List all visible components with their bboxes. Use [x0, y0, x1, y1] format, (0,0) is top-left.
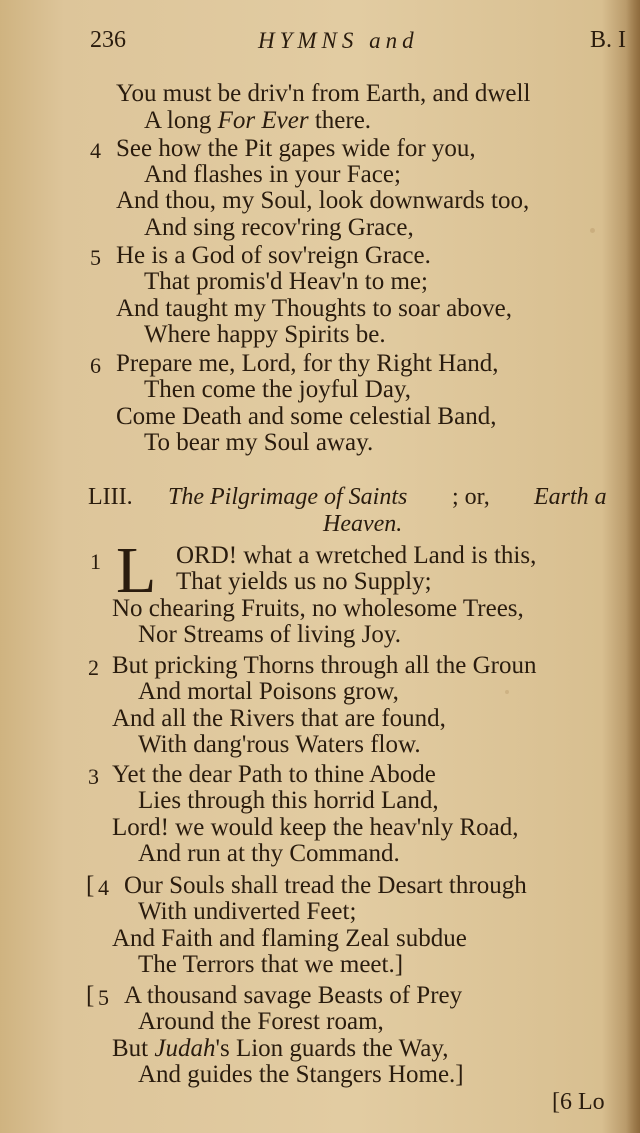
hymn-number: LIII. — [88, 484, 133, 510]
verse-line: And mortal Poisons grow, — [138, 678, 399, 705]
verse-number: 5 — [98, 985, 109, 1010]
verse-line: And flashes in your Face; — [144, 161, 401, 188]
verse-line: See how the Pit gapes wide for you, — [116, 135, 476, 162]
verse-line: Come Death and some celestial Band, — [116, 403, 497, 430]
verse-line: No chearing Fruits, no wholesome Trees, — [112, 595, 524, 622]
page-number: 236 — [90, 27, 126, 53]
verse-line: To bear my Soul away. — [144, 429, 374, 456]
verse-line: The Terrors that we meet.] — [138, 951, 404, 978]
verse-line: With undiverted Feet; — [138, 898, 357, 925]
verse-line: That promis'd Heav'n to me; — [144, 268, 428, 295]
verse-line: Nor Streams of living Joy. — [138, 621, 401, 648]
verse-line: Prepare me, Lord, for thy Right Hand, — [116, 350, 499, 377]
verse-number: 6 — [90, 353, 101, 378]
verse-line: Lies through this horrid Land, — [138, 787, 439, 814]
verse-line: A long For Ever there. — [144, 107, 372, 134]
verse-line: That yields us no Supply; — [176, 568, 432, 595]
hymn-title-separator: ; or, — [452, 484, 490, 510]
verse-line: With dang'rous Waters flow. — [138, 731, 421, 758]
verse-number: 4 — [98, 875, 109, 900]
hymn-title: The Pilgrimage of Saints — [168, 484, 408, 510]
verse-line: But pricking Thorns through all the Groun — [112, 652, 537, 679]
foxing-spot — [505, 690, 509, 694]
verse-line: A thousand savage Beasts of Prey — [124, 982, 463, 1009]
running-title: HYMNS and — [258, 28, 419, 53]
verse-line: And taught my Thoughts to soar above, — [116, 295, 513, 322]
catchword: [6 Lo — [552, 1089, 605, 1115]
verse-number: 4 — [90, 138, 101, 163]
verse-number: 5 — [90, 245, 101, 270]
verse-line: He is a God of sov'reign Grace. — [116, 242, 431, 269]
verse-line: Around the Forest roam, — [138, 1008, 384, 1035]
verse-line: And all the Rivers that are found, — [112, 705, 446, 732]
foxing-spot — [590, 228, 595, 233]
hymn-alt-title: Heaven. — [323, 511, 403, 537]
verse-number: 3 — [88, 764, 99, 789]
verse-line: Lord! we would keep the heav'nly Road, — [112, 814, 519, 841]
page-edge-shadow — [626, 0, 640, 1133]
opening-bracket: [ — [86, 982, 95, 1009]
verse-line: Then come the joyful Day, — [144, 376, 412, 403]
verse-line: But Judah's Lion guards the Way, — [112, 1035, 449, 1062]
verse-number: 2 — [88, 655, 99, 680]
verse-line: Where happy Spirits be. — [144, 321, 386, 348]
verse-line: And sing recov'ring Grace, — [144, 214, 414, 241]
section-signature: B. I — [590, 27, 626, 53]
verse-line: You must be driv'n from Earth, and dwell — [116, 80, 531, 107]
verse-line: ORD! what a wretched Land is this, — [176, 542, 537, 569]
verse-number: 1 — [90, 549, 101, 574]
verse-line: And run at thy Command. — [138, 840, 400, 867]
verse-line: Yet the dear Path to thine Abode — [112, 761, 436, 788]
verse-line: Our Souls shall tread the Desart through — [124, 872, 527, 899]
verse-line: And thou, my Soul, look downwards too, — [116, 187, 530, 214]
drop-cap: L — [116, 534, 157, 607]
verse-line: And Faith and flaming Zeal subdue — [112, 925, 467, 952]
hymn-alt-title: Earth a — [534, 484, 607, 510]
verse-line: And guides the Stangers Home.] — [138, 1061, 464, 1088]
opening-bracket: [ — [86, 872, 95, 899]
